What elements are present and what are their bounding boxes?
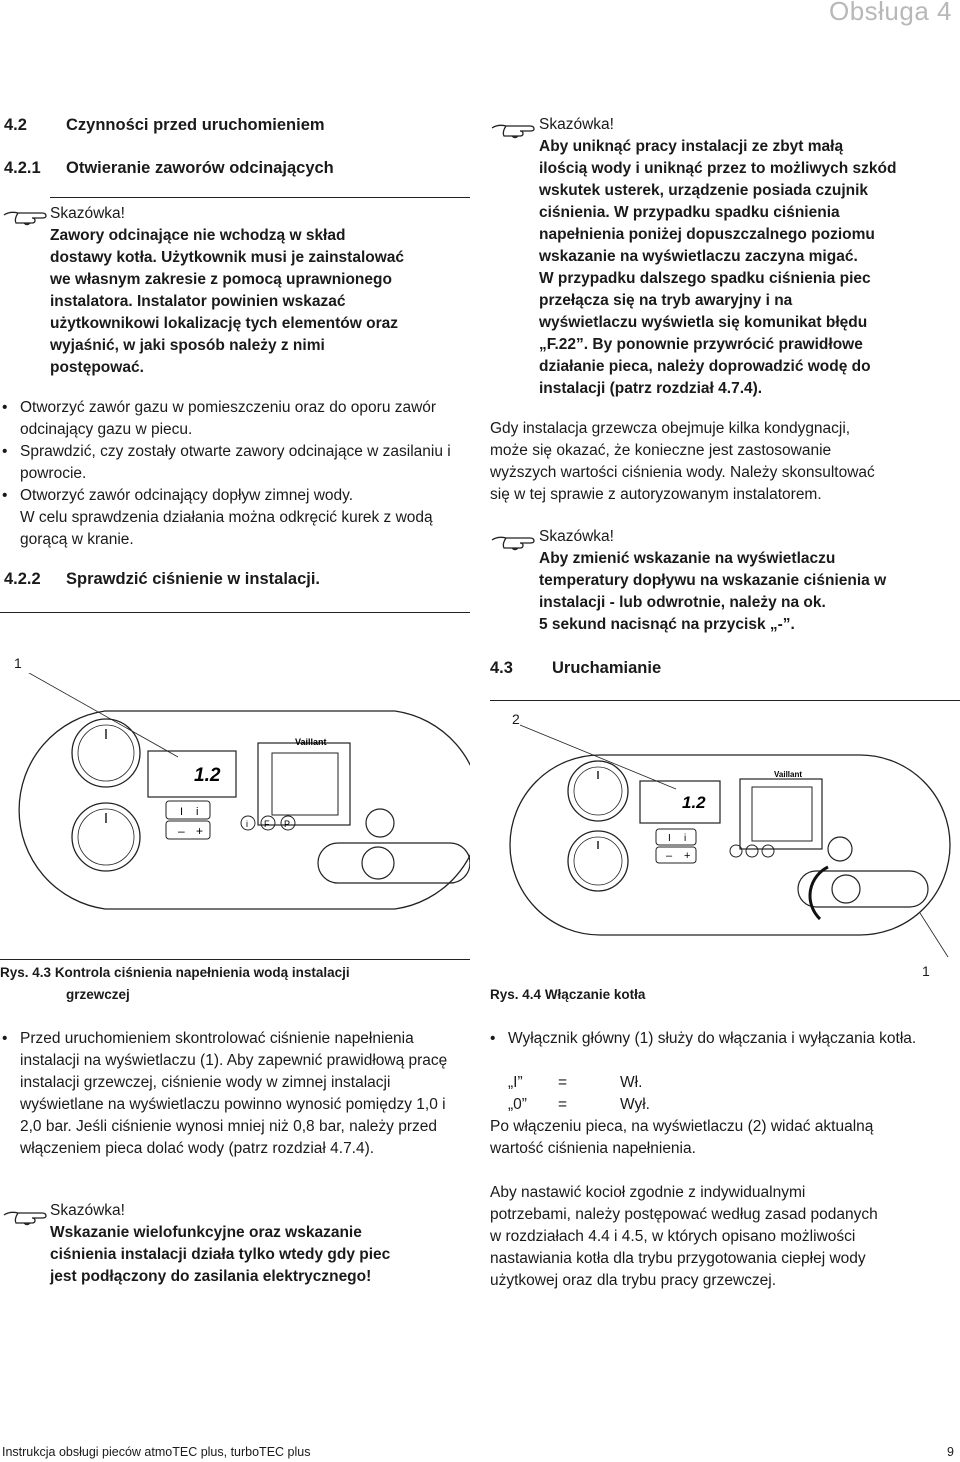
pointing-hand-icon [490, 530, 544, 552]
list-item: • Otworzyć zawór gazu w pomieszczeniu oraz do oporu zawór odcinający gazu w piecu. [2, 397, 462, 441]
boiler-power-switch-diagram [490, 721, 960, 969]
hint-line: ciśnienia instalacji działa tylko wtedy gdy piec [50, 1246, 391, 1263]
section-heading-4-3: 4.3 Uruchamianie [490, 659, 662, 677]
paragraph-line: użytkowej oraz dla trybu pracy grzewczej. [490, 1272, 777, 1289]
brand-logo [774, 770, 802, 779]
hint-divider [50, 197, 470, 198]
paragraph-line: może się okazać, że konieczne jest zastosowanie [490, 442, 832, 459]
hint-line: „F.22”. By ponownie przywrócić prawidłowe [539, 336, 863, 353]
paragraph-line: Aby nastawić kocioł zgodnie z indywidualnymi [490, 1184, 806, 1201]
table-row: „0” = Wył. [508, 1096, 650, 1113]
svg-text:–: – [666, 850, 673, 862]
svg-text:1.2: 1.2 [682, 793, 706, 812]
bullet-list-3 [490, 1028, 955, 1050]
page-number: 9 [947, 1445, 954, 1459]
svg-text:1.2: 1.2 [194, 765, 221, 786]
section-heading-4-2-2: 4.2.2 Sprawdzić ciśnienie w instalacji. [4, 570, 321, 588]
list-item: • Otworzyć zawór odcinający dopływ zimnej wody. [2, 485, 462, 507]
hint-line: ilością wody i uniknąć przez to możliwych szkód [539, 160, 897, 177]
svg-text:i: i [196, 806, 199, 818]
svg-text:i: i [246, 819, 248, 829]
hint-line: instalatora. Instalator powinien wskazać [50, 293, 346, 310]
figure-caption-4-3-line2: grzewczej [66, 987, 130, 1002]
hint-line: instalacji (patrz rozdział 4.7.4). [539, 380, 763, 397]
hint-line: W przypadku dalszego spadku ciśnienia piec [539, 270, 871, 287]
hint-label: Skazówka! [50, 205, 125, 222]
hint-line: działanie pieca, należy doprowadzić wodę do [539, 358, 871, 375]
paragraph-multi-storey [490, 418, 955, 506]
hint-label: Skazówka! [50, 1202, 125, 1219]
svg-text:+: + [684, 850, 691, 862]
paragraph-display [490, 1116, 955, 1160]
svg-text:i: i [684, 833, 687, 844]
bullet-note: W celu sprawdzenia działania można odkręcić kurek z wodą gorącą w kranie. [20, 509, 433, 548]
hint-line: 5 sekund nacisnąć na przycisk „-”. [539, 616, 795, 633]
hint-line: wskutek usterek, urządzenie posiada czujnik [539, 182, 869, 199]
paragraph-line: się w tej sprawie z autoryzowanym instalatorem. [490, 486, 822, 503]
svg-text:–: – [178, 824, 185, 838]
hint-line: Aby zmienić wskazanie na wyświetlaczu [539, 550, 836, 567]
hint-line: jest podłączony do zasilania elektrycznego! [50, 1268, 372, 1285]
list-item: • Sprawdzić, czy zostały otwarte zawory odcinające w zasilaniu i powrocie. [2, 441, 462, 485]
display-value [682, 793, 706, 812]
hint-label: Skazówka! [539, 528, 614, 545]
hint-line: użytkownikowi lokalizację tych elementów oraz [50, 315, 398, 332]
hint-line: Aby uniknąć pracy instalacji ze zbyt małą [539, 138, 844, 155]
hint-line: Zawory odcinające nie wchodzą w skład [50, 227, 346, 244]
hint-line: napełnienia poniżej dopuszczalnego poziomu [539, 226, 875, 243]
hint-line: przełącza się na tryb awaryjny i na [539, 292, 793, 309]
section-heading-4-2: 4.2 Czynności przed uruchomieniem [4, 116, 325, 134]
svg-text:Vaillant: Vaillant [295, 737, 327, 747]
figure-label-1: 1 [922, 963, 930, 979]
paragraph-line: wyższych wartości ciśnienia wody. Należy skonsultować [490, 464, 875, 481]
hint-line: postępować. [50, 359, 144, 376]
hint-line: dostawy kotła. Użytkownik musi je zainstalować [50, 249, 405, 266]
paragraph-line: wartość ciśnienia napełnienia. [490, 1140, 696, 1157]
figure-label-2: 2 [512, 711, 520, 727]
paragraph-line: Gdy instalacja grzewcza obejmuje kilka kondygnacji, [490, 420, 851, 437]
bullet-list-1 [2, 397, 462, 507]
hint-box-3 [539, 114, 959, 400]
svg-text:+: + [196, 824, 204, 838]
brand-logo [295, 737, 327, 747]
paragraph-line: w rozdziałach 4.4 i 4.5, w których opisano możliwości [490, 1228, 856, 1245]
hint-line: ciśnienia. W przypadku spadku ciśnienia [539, 204, 840, 221]
pointing-hand-icon [2, 1205, 56, 1227]
page-header-title: Obsługa 4 [828, 0, 952, 26]
footer-document-title: Instrukcja obsługi pieców atmoTEC plus, turboTEC plus [2, 1445, 311, 1459]
hint-line: wyjaśnić, w jaki sposób należy z nimi [50, 337, 325, 354]
section-heading-4-2-1: 4.2.1 Otwieranie zaworów odcinających [4, 159, 334, 177]
svg-text:F: F [264, 819, 270, 829]
list-item: • Przed uruchomieniem skontrolować ciśnienie napełnienia instalacji na wyświetlaczu (1). Aby zapewnić prawidłową pracę instalacji grzewczej, ciśnienie wody w zimnej instalacji wyświetlane na wyświetlaczu powinno wynosić pomiędzy 1,0 i 2,0 bar. Jeśli ciśnienie wynosi mniej niż 0,8 bar, należy przed włączeniem pieca dolać wody (patrz rozdział 4.7.4). [2, 1028, 464, 1160]
list-item: • Wyłącznik główny (1) służy do włączania i wyłączania kotła. [490, 1028, 955, 1050]
hint-label: Skazówka! [539, 116, 614, 133]
hint-line: Wskazanie wielofunkcyjne oraz wskazanie [50, 1224, 362, 1241]
bullet-list-2 [2, 1028, 464, 1160]
paragraph-settings [490, 1182, 955, 1292]
figure-4-4 [490, 700, 960, 979]
svg-text:I: I [668, 833, 671, 844]
paragraph-line: Po włączeniu pieca, na wyświetlaczu (2) widać aktualną [490, 1118, 874, 1135]
boiler-control-panel-diagram [0, 673, 470, 953]
hint-line: instalacji - lub odwrotnie, należy na ok. [539, 594, 826, 611]
hint-box-4 [539, 526, 959, 636]
pointing-hand-icon [490, 118, 544, 140]
svg-text:P: P [284, 819, 291, 829]
hint-line: temperatury dopływu na wskazanie ciśnienia w [539, 572, 887, 589]
hint-box-2 [50, 1200, 470, 1288]
table-row: „I” = Wł. [508, 1074, 643, 1091]
svg-text:Vaillant: Vaillant [774, 770, 803, 779]
paragraph-line: potrzebami, należy postępować według zasad podanych [490, 1206, 878, 1223]
hint-line: we własnym zakresie z pomocą uprawnionego [50, 271, 392, 288]
pointing-hand-icon [2, 205, 56, 227]
figure-caption-4-3: Rys. 4.3 Kontrola ciśnienia napełnienia wodą instalacji [0, 965, 350, 980]
hint-line: wyświetlaczu wyświetla się komunikat błędu [539, 314, 868, 331]
svg-text:I: I [180, 806, 184, 818]
hint-line: wskazanie na wyświetlaczu zaczyna migać. [539, 248, 858, 265]
switch-values-table [508, 1072, 650, 1116]
figure-caption-4-4: Rys. 4.4 Włączanie kotła [490, 987, 646, 1002]
figure-4-3 [0, 612, 470, 960]
hint-box-1 [50, 203, 470, 379]
paragraph-line: nastawiania kotła dla trybu przygotowania ciepłej wody [490, 1250, 866, 1267]
figure-label-1: 1 [14, 655, 22, 671]
display-value [194, 765, 221, 786]
